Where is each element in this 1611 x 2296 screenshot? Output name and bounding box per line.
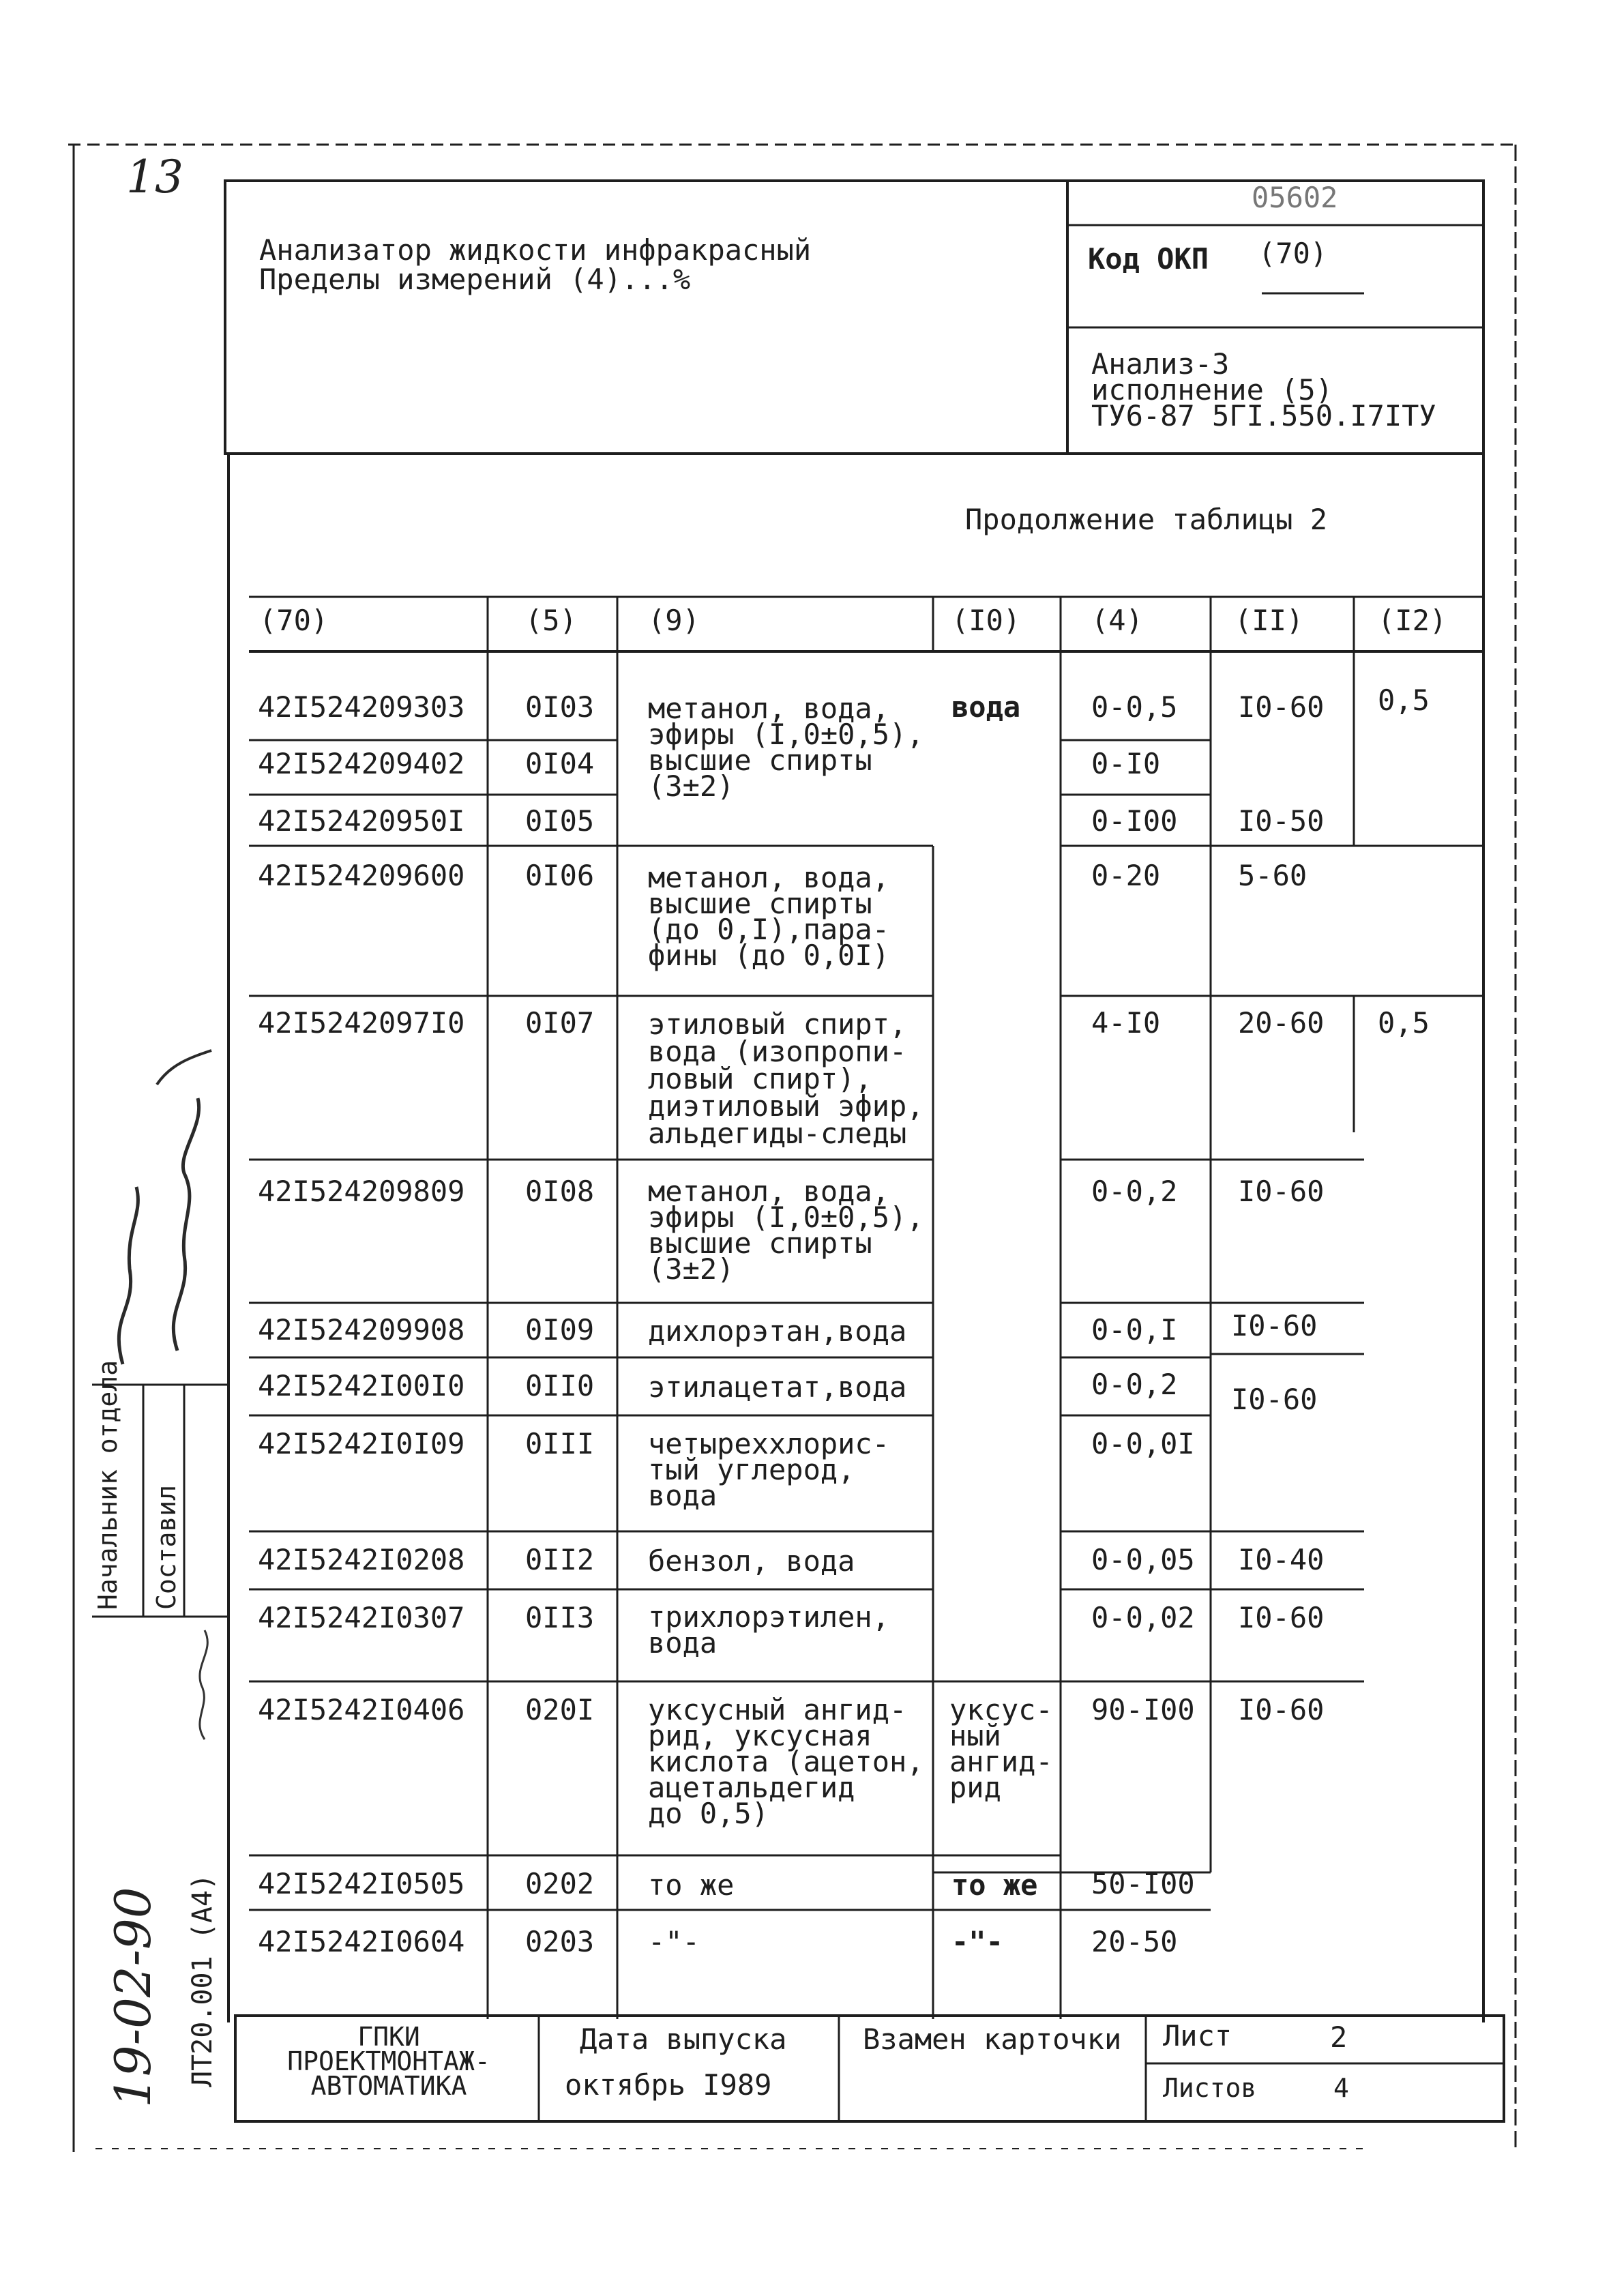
col12-cell: 0,5 xyxy=(1378,683,1430,717)
release-label: Дата выпуска xyxy=(580,2022,787,2056)
okp-code-cell: 42I5242I0604 xyxy=(258,1925,465,1958)
component-line: этиловый спирт, xyxy=(648,1007,907,1041)
sheets-value: 4 xyxy=(1333,2073,1349,2103)
component-line: фины (до 0,0I) xyxy=(648,939,890,972)
range-cell: 0-0,I xyxy=(1091,1313,1178,1346)
signature-marks xyxy=(95,1023,225,1378)
component-line: (до 0,I),пара- xyxy=(648,913,890,946)
range-cell: 0-I0 xyxy=(1091,747,1161,780)
col-header-9: (9) xyxy=(648,604,700,637)
col-header-12: (I2) xyxy=(1378,604,1447,637)
col-header-4: (4) xyxy=(1091,604,1143,637)
col11-cell: I0-60 xyxy=(1231,1309,1318,1342)
component-line: метанол, вода, xyxy=(648,861,890,894)
component-line: метанол, вода, xyxy=(648,692,890,725)
component-line: диэтиловый эфир, xyxy=(648,1089,924,1123)
handwritten-date: 19-02-90 xyxy=(104,1887,162,2108)
component-line: (3±2) xyxy=(648,1252,735,1286)
component-line: альдегиды-следы xyxy=(648,1117,907,1150)
execution-cell: 0202 xyxy=(525,1867,595,1900)
okp-code-cell: 42I5242I0505 xyxy=(258,1867,465,1900)
org-line: АВТОМАТИКА xyxy=(310,2071,467,2101)
release-date: октябрь I989 xyxy=(565,2068,772,2102)
measured-cell xyxy=(949,1693,1053,1804)
measured-line: уксус- xyxy=(949,1693,1053,1726)
sheet-value: 2 xyxy=(1330,2020,1348,2054)
table-caption: Продолжение таблицы 2 xyxy=(965,503,1328,536)
okp-top-code: 05602 xyxy=(1252,181,1338,214)
components-cell: -"- xyxy=(648,1925,700,1958)
range-cell: 0-0,02 xyxy=(1091,1601,1195,1634)
range-cell: 0-20 xyxy=(1091,859,1161,892)
head-of-department-label: Начальник отдела xyxy=(93,1359,123,1610)
organization xyxy=(242,2022,535,2101)
execution-cell: 0I09 xyxy=(525,1313,595,1346)
col11-cell: I0-60 xyxy=(1238,1175,1325,1208)
model-name: Анализ-3 xyxy=(1091,347,1230,381)
component-line: до 0,5) xyxy=(648,1797,769,1830)
col11-cell: I0-60 xyxy=(1238,1601,1325,1634)
model-spec xyxy=(1091,347,1436,432)
components-cell xyxy=(648,861,890,972)
okp-code-cell: 42I5242097I0 xyxy=(258,1006,465,1040)
range-cell: 90-I00 xyxy=(1091,1693,1195,1726)
execution-cell: 0II0 xyxy=(525,1369,595,1402)
execution-cell: 0I07 xyxy=(525,1006,595,1040)
components-cell: бензол, вода xyxy=(648,1544,855,1578)
col-header-10: (I0) xyxy=(951,604,1021,637)
sheets-label: Листов xyxy=(1163,2073,1257,2103)
range-cell: 50-I00 xyxy=(1091,1867,1195,1900)
execution-cell: 0II3 xyxy=(525,1601,595,1634)
col12-cell: 0,5 xyxy=(1378,1006,1430,1040)
component-line: трихлорэтилен, xyxy=(648,1600,890,1634)
measured-cell: -"- xyxy=(951,1925,1003,1958)
okp-label: Код ОКП xyxy=(1088,242,1209,276)
component-line: вода (изопропи- xyxy=(648,1035,907,1068)
col11-cell: I0-60 xyxy=(1238,690,1325,724)
component-line: высшие спирты xyxy=(648,744,872,777)
components-cell xyxy=(648,1600,890,1660)
model-variant: исполнение (5) xyxy=(1091,373,1333,407)
components-cell xyxy=(648,692,924,803)
component-line: ловый спирт), xyxy=(648,1062,872,1095)
okp-code-cell: 42I5242I0307 xyxy=(258,1601,465,1634)
measured-cell: то же xyxy=(951,1868,1038,1902)
execution-cell: 0I08 xyxy=(525,1175,595,1208)
range-cell: 0-0,0I xyxy=(1091,1427,1195,1460)
col11-cell: 5-60 xyxy=(1238,859,1307,892)
component-line: ацетальдегид xyxy=(648,1771,855,1804)
signature-marks xyxy=(184,1623,225,1746)
okp-value: (70) xyxy=(1258,237,1328,270)
compiled-by-label: Составил xyxy=(151,1484,181,1610)
execution-cell: 020I xyxy=(525,1693,595,1726)
col11-cell: I0-60 xyxy=(1238,1693,1325,1726)
components-cell xyxy=(648,1427,890,1512)
okp-code-cell: 42I524209600 xyxy=(258,859,465,892)
okp-code-cell: 42I524209303 xyxy=(258,690,465,724)
execution-cell: 0II2 xyxy=(525,1543,595,1576)
range-cell: 0-I00 xyxy=(1091,804,1178,838)
component-line: рид, уксусная xyxy=(648,1719,872,1752)
range-cell: 20-50 xyxy=(1091,1925,1178,1958)
execution-cell: 0I04 xyxy=(525,747,595,780)
form-code: ЛТ20.001 (А4) xyxy=(187,1873,218,2087)
component-line: (3±2) xyxy=(648,769,735,803)
measured-cell: вода xyxy=(951,690,1021,724)
analyzer-title: Анализатор жидкости инфракрасный xyxy=(259,233,812,267)
measured-line: рид xyxy=(949,1771,1001,1804)
components-cell xyxy=(648,1007,924,1150)
col11-cell: I0-50 xyxy=(1238,804,1325,838)
component-line: кислота (ацетон, xyxy=(648,1745,924,1778)
okp-code-cell: 42I524209809 xyxy=(258,1175,465,1208)
measured-line: ангид- xyxy=(949,1745,1053,1778)
component-line: высшие спирты xyxy=(648,887,872,920)
sheet-label: Лист xyxy=(1163,2019,1232,2052)
execution-cell: 0I06 xyxy=(525,859,595,892)
execution-cell: 0I05 xyxy=(525,804,595,838)
component-line: уксусный ангид- xyxy=(648,1693,907,1726)
range-cell: 0-0,2 xyxy=(1091,1175,1178,1208)
range-cell: 4-I0 xyxy=(1091,1006,1161,1040)
org-line: ГПКИ xyxy=(357,2022,420,2052)
org-line: ПРОЕКТМОНТАЖ- xyxy=(287,2046,490,2076)
execution-cell: 0I03 xyxy=(525,690,595,724)
components-cell: дихлорэтан,вода xyxy=(648,1314,907,1348)
col11-cell: I0-40 xyxy=(1238,1543,1325,1576)
col-header-70: (70) xyxy=(259,604,329,637)
col11-cell: 20-60 xyxy=(1238,1006,1325,1040)
okp-code-cell: 42I52420950I xyxy=(258,804,465,838)
execution-cell: 0III xyxy=(525,1427,595,1460)
component-line: тый углерод, xyxy=(648,1453,855,1486)
col-header-11: (II) xyxy=(1235,604,1304,637)
component-line: эфиры (I,0±0,5), xyxy=(648,718,924,751)
okp-code-cell: 42I524209402 xyxy=(258,747,465,780)
component-line: эфиры (I,0±0,5), xyxy=(648,1201,924,1234)
components-cell: то же xyxy=(648,1868,735,1902)
okp-code-cell: 42I5242I00I0 xyxy=(258,1369,465,1402)
okp-code-cell: 42I524209908 xyxy=(258,1313,465,1346)
col11-cell: I0-60 xyxy=(1231,1383,1318,1416)
measurement-limits: Пределы измерений (4)...% xyxy=(259,263,691,296)
okp-code-cell: 42I5242I0406 xyxy=(258,1693,465,1726)
range-cell: 0-0,5 xyxy=(1091,690,1178,724)
component-line: вода xyxy=(648,1626,718,1660)
model-standard: ТУ6-87 5ГI.550.I7ITУ xyxy=(1091,399,1436,432)
okp-code-cell: 42I5242I0I09 xyxy=(258,1427,465,1460)
col-header-5: (5) xyxy=(525,604,577,637)
component-line: четыреххлорис- xyxy=(648,1427,890,1460)
components-cell xyxy=(648,1175,924,1286)
page-number: 13 xyxy=(126,151,183,203)
okp-code-cell: 42I5242I0208 xyxy=(258,1543,465,1576)
component-line: метанол, вода, xyxy=(648,1175,890,1208)
components-cell xyxy=(648,1693,924,1830)
components-cell: этилацетат,вода xyxy=(648,1370,907,1404)
component-line: высшие спирты xyxy=(648,1226,872,1260)
replaces-label: Взамен карточки xyxy=(863,2022,1122,2056)
component-line: вода xyxy=(648,1479,718,1512)
range-cell: 0-0,05 xyxy=(1091,1543,1195,1576)
header-description xyxy=(259,235,811,294)
measured-line: ный xyxy=(949,1719,1001,1752)
range-cell: 0-0,2 xyxy=(1091,1368,1178,1401)
execution-cell: 0203 xyxy=(525,1925,595,1958)
